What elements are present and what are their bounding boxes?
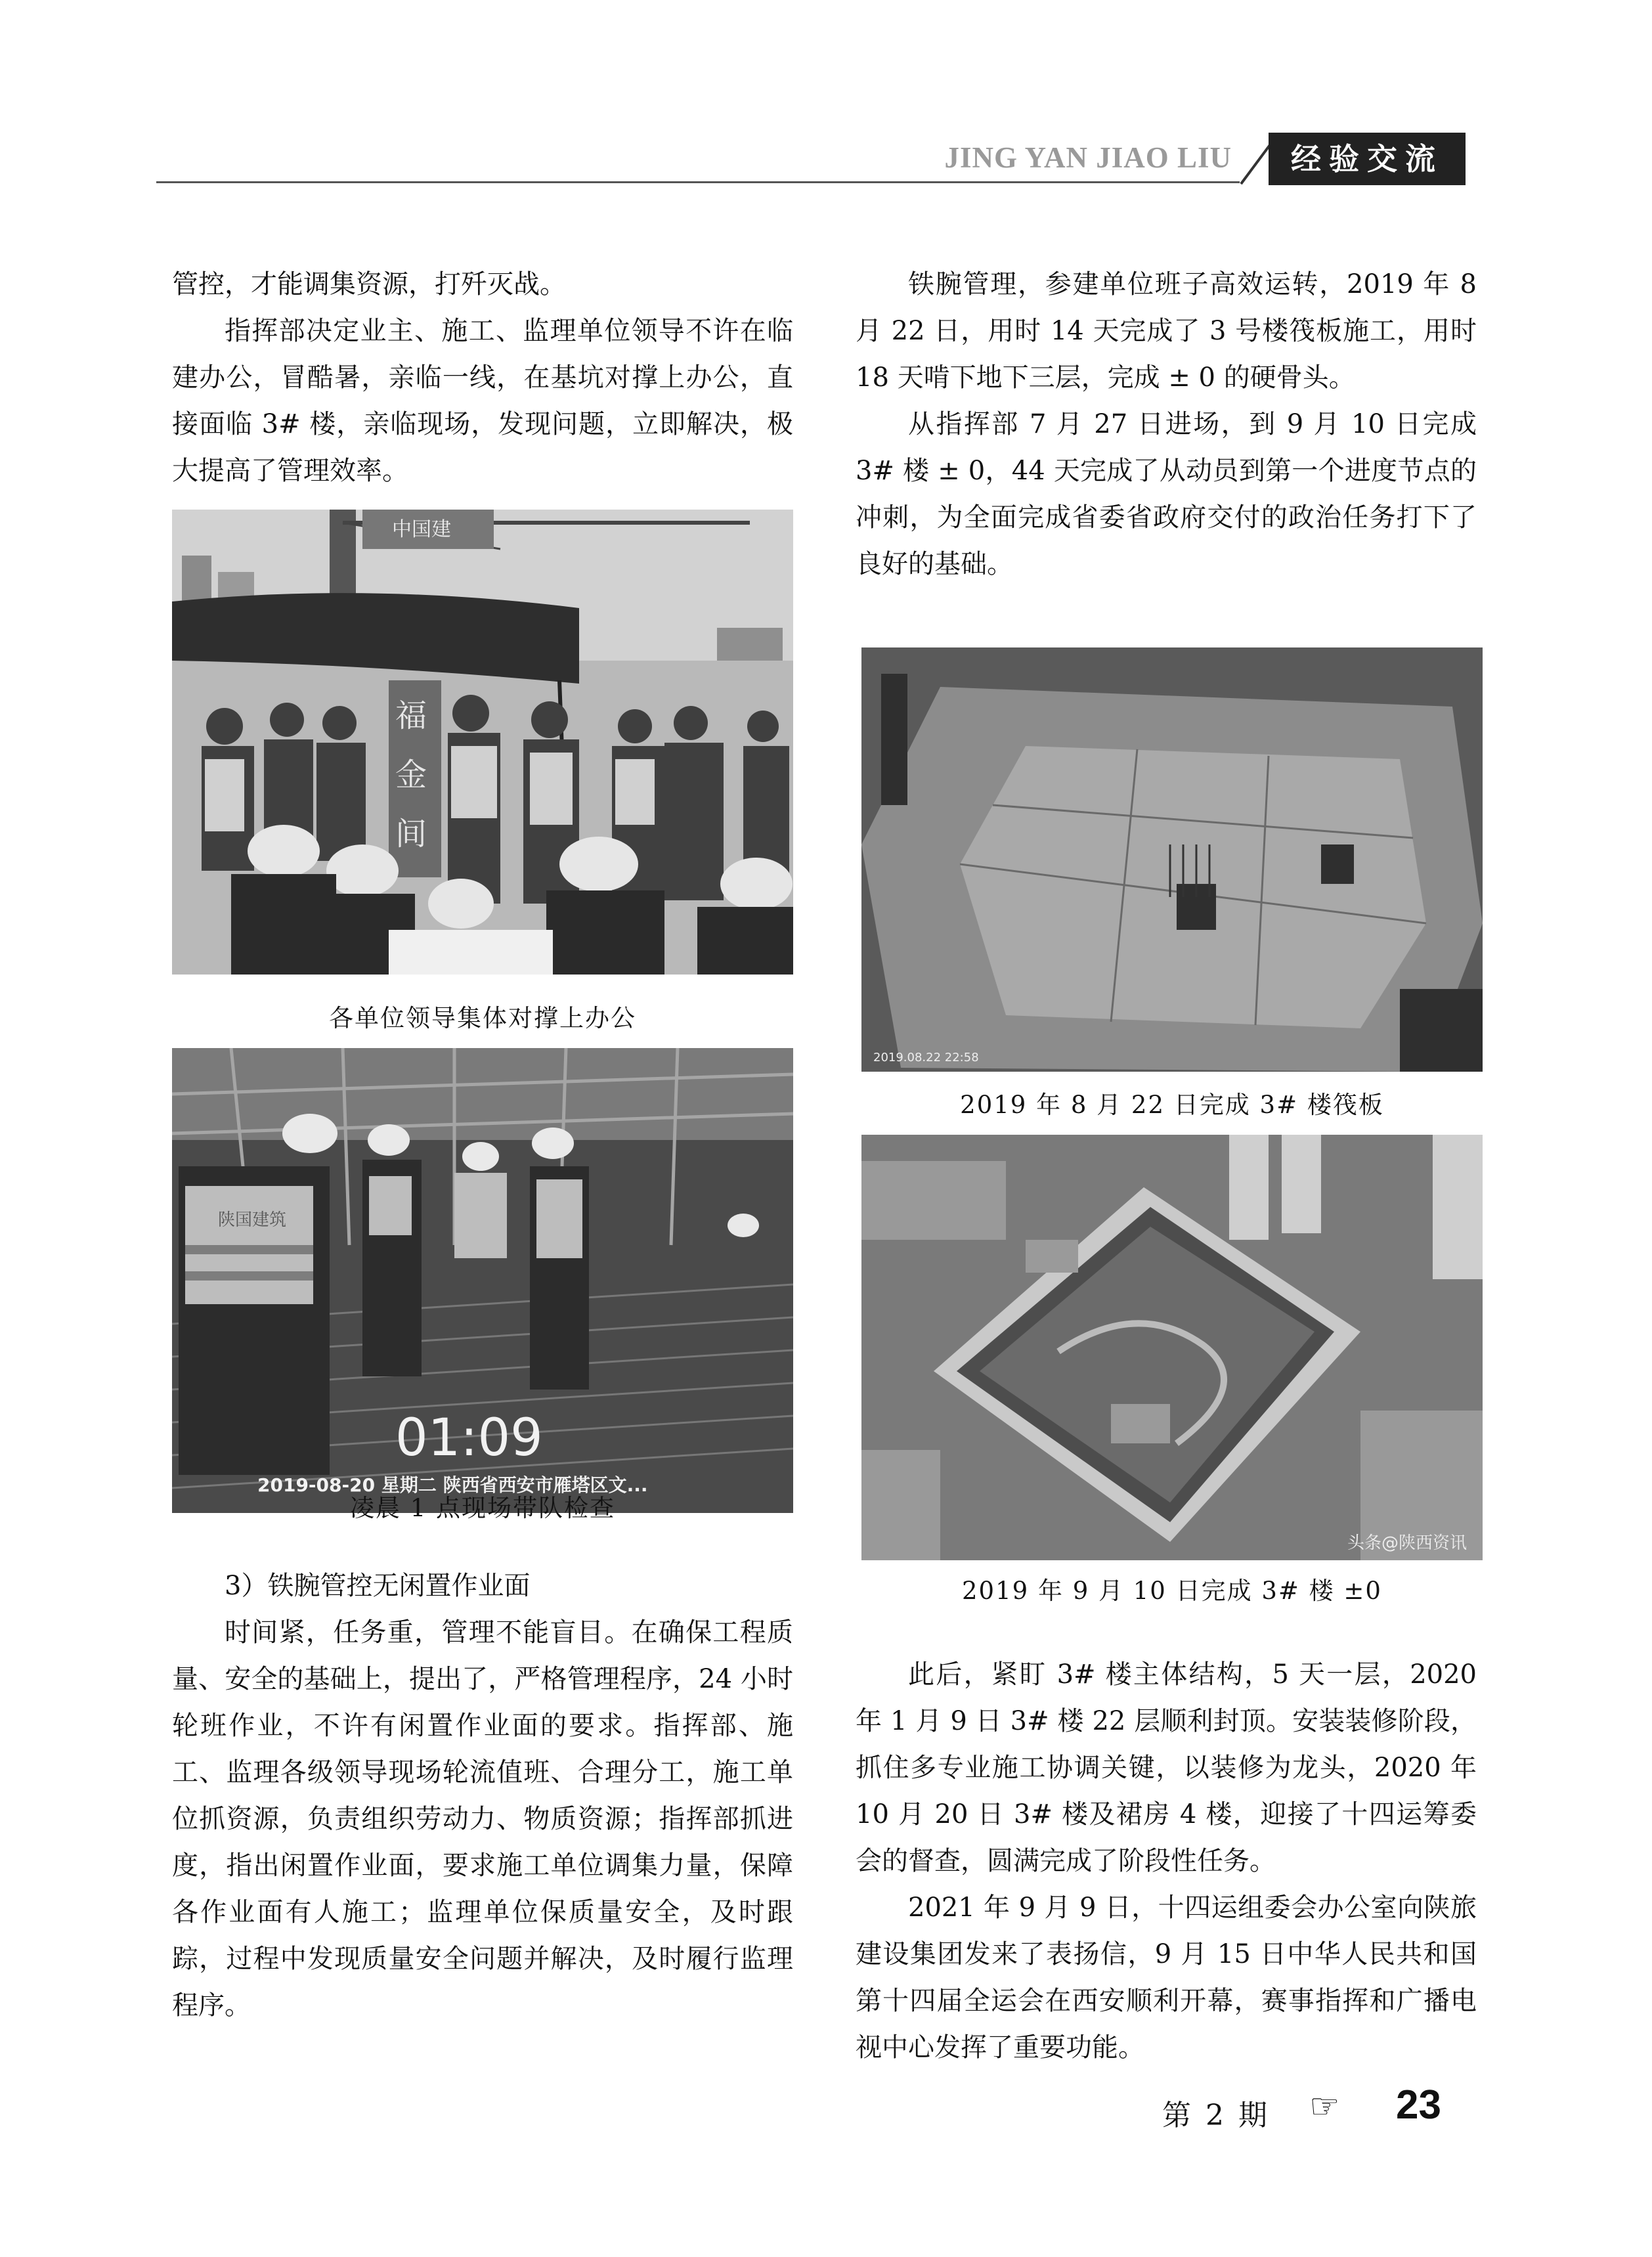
time-stamp: 01:09 [395, 1409, 543, 1468]
paragraph-continued: 管控，才能调集资源，打歼灭战。 [172, 269, 566, 299]
figure-caption: 2019 年 9 月 10 日完成 3# 楼 ±0 [962, 1577, 1382, 1605]
photo-leaders-meeting [172, 510, 793, 975]
left-column-top [172, 261, 793, 494]
paragraph: 2021 年 9 月 9 日，十四运组委会办公室向陕旅建设集团发来了表扬信，9 月 15 日中华人民共和国第十四届全运会在西安顺利开幕，赛事指挥和广播电视中心发挥了重要功能。 [856, 1893, 1477, 2063]
page-number: 23 [1396, 2082, 1441, 2128]
paragraph: 此后，紧盯 3# 楼主体结构，5 天一层，2020 年 1 月 9 日 3# 楼 22 层顺利封顶。安装装修阶段，抓住多专业施工协调关键，以装修为龙头，2020 年 10 月 20 日 3# 楼及裙房 4 楼，迎接了十四运筹委会的督查，圆满完成了阶段性任务。 [856, 1659, 1477, 1876]
paragraph: 从指挥部 7 月 27 日进场，到 9 月 10 日完成 3# 楼 ± 0，44 天完成了从动员到第一个进度节点的冲刺，为全面完成省委省政府交付的政治任务打下了良好的基础。 [856, 409, 1477, 579]
right-column-bottom [856, 1652, 1477, 2071]
header-section-title: 经验交流 [1269, 133, 1466, 185]
sign-text: 金 [395, 756, 427, 793]
banner-text: 中国建 [392, 518, 451, 541]
photo-stamp: 2019.08.22 22:58 [873, 1051, 979, 1064]
sign-text: 间 [395, 816, 427, 852]
photo-watermark: 头条@陕西资讯 [1347, 1533, 1467, 1553]
sign-text: 福 [395, 697, 427, 734]
figure-caption: 2019 年 8 月 22 日完成 3# 楼筏板 [960, 1091, 1384, 1119]
pointing-hand-icon: ☞ [1309, 2087, 1340, 2126]
left-column-bottom [172, 1563, 793, 2029]
figure-caption: 各单位领导集体对撑上办公 [329, 1004, 636, 1032]
date-stamp: 2019-08-20 星期二 陕西省西安市雁塔区文... [257, 1474, 648, 1496]
paragraph: 时间紧，任务重，管理不能盲目。在确保工程质量、安全的基础上，提出了，严格管理程序，24 小时轮班作业，不许有闲置作业面的要求。指挥部、施工、监理各级领导现场轮流值班、合理分工，施工单位抓资源，负责组织劳动力、物质资源；指挥部抓进度，指出闲置作业面，要求施工单位调集力量，保障各作业面有人施工；监理单位保质量安全，及时跟踪，过程中发现质量安全问题并解决，及时履行监理程序。 [172, 1617, 793, 2021]
figure-caption: 凌晨 1 点现场带队检查 [349, 1494, 616, 1522]
photo-raft-slab [861, 647, 1483, 1072]
section-subheading: 3）铁腕管控无闲置作业面 [225, 1571, 531, 1601]
header-rule [156, 181, 1240, 183]
photo-night-inspection [172, 1048, 793, 1513]
vest-text: 陕国建筑 [218, 1210, 287, 1230]
issue-label: 第 2 期 [1162, 2099, 1270, 2132]
paragraph: 指挥部决定业主、施工、监理单位领导不许在临建办公，冒酷暑，亲临一线，在基坑对撑上办公，直接面临 3# 楼，亲临现场，发现问题，立即解决，极大提高了管理效率。 [172, 316, 793, 486]
header-pinyin: JING YAN JIAO LIU [944, 141, 1232, 174]
photo-aerial-site [861, 1135, 1483, 1560]
right-column-top [856, 261, 1477, 588]
paragraph: 铁腕管理，参建单位班子高效运转，2019 年 8 月 22 日，用时 14 天完成了 3 号楼筏板施工，用时 18 天啃下地下三层，完成 ± 0 的硬骨头。 [856, 269, 1477, 393]
